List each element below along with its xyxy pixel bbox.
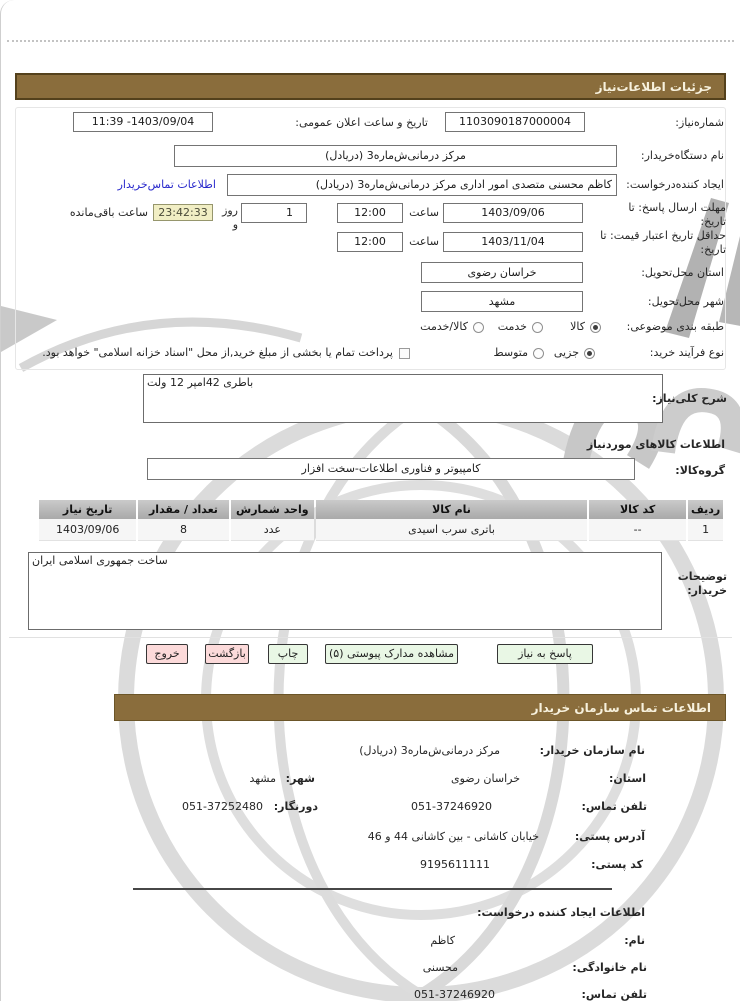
treasury-checkbox-label: پرداخت تمام یا بخشی از مبلغ خرید,از محل "اسناد خزانه اسلامی" خواهد بود.: [42, 346, 393, 359]
exit-button[interactable]: خروج: [146, 644, 188, 664]
contact-city-label: شهر:: [285, 772, 315, 785]
contact-address-label: آدرس پستی:: [574, 830, 645, 843]
goods-group-field[interactable]: کامپیوتر و فناوری اطلاعات-سخت افزار: [147, 458, 635, 480]
org-name-label: نام سازمان خریدار:: [539, 744, 645, 757]
cell-item-name: باتری سرب اسیدی: [316, 519, 587, 541]
process-option-minor[interactable]: جزیی: [553, 346, 579, 359]
delivery-city-label: شهر محل‌تحویل:: [647, 295, 724, 308]
goods-group-label: گروه‌کالا:: [675, 464, 725, 477]
category-radio-goods[interactable]: [590, 322, 601, 333]
announce-datetime-label: تاریخ و ساعت اعلان عمومی:: [295, 116, 428, 129]
delivery-province-label: استان محل‌تحویل:: [641, 266, 724, 279]
category-option-service[interactable]: خدمت: [497, 320, 527, 333]
days-remaining-field[interactable]: 1: [241, 203, 307, 223]
creator-first-name-label: نام:: [624, 934, 645, 947]
response-deadline-label: مهلت ارسال پاسخ: تا تاریخ:: [628, 201, 726, 229]
need-number-field[interactable]: 1103090187000004: [445, 112, 585, 132]
col-item-name: نام کالا: [316, 500, 587, 519]
validity-time-field[interactable]: 12:00: [337, 232, 403, 252]
process-radio-medium[interactable]: [533, 348, 544, 359]
process-option-medium[interactable]: متوسط: [493, 346, 528, 359]
contact-province-value: خراسان رضوی: [450, 772, 520, 785]
announce-datetime-field[interactable]: 11:39 -1403/09/04: [73, 112, 213, 132]
process-radio-minor[interactable]: [584, 348, 595, 359]
purchase-process-label: نوع فرآیند خرید:: [649, 346, 724, 359]
deadline-hour-label: ساعت: [409, 206, 439, 219]
day-and-label: روز و: [222, 204, 238, 232]
category-option-goods[interactable]: کالا: [570, 320, 585, 333]
need-description-label: شرح کلی‌نیاز:: [652, 392, 727, 405]
creator-first-name-value: کاظم: [430, 934, 455, 947]
section-title: جزئیات اطلاعات‌نیاز: [595, 80, 712, 94]
contact-phone-value: 051-37246920: [411, 800, 492, 813]
contact-address-value: خیابان کاشانی - بین کاشانی 44 و 46: [367, 830, 539, 843]
time-remaining-badge: 23:42:33: [153, 204, 213, 221]
section-header-need-details: [15, 73, 726, 100]
org-name-value: مرکز درمانی‌ش‌ماره3 (دریادل): [359, 744, 500, 757]
deadline-date-field[interactable]: 1403/09/06: [443, 203, 583, 223]
treasury-checkbox[interactable]: [399, 348, 410, 359]
contact-fax-label: دورنگار:: [273, 800, 318, 813]
hours-remaining-label: ساعت باقی‌مانده: [69, 206, 148, 219]
contact-postal-label: کد پستی:: [591, 858, 643, 871]
goods-section-title: اطلاعات کالاهای موردنیاز: [586, 438, 725, 451]
cell-unit: عدد: [231, 519, 314, 541]
creator-phone-value: 051-37246920: [414, 988, 495, 1001]
contact-city-value: مشهد: [249, 772, 276, 785]
col-need-date: تاریخ نیاز: [39, 500, 136, 519]
view-attachments-button[interactable]: مشاهده مدارک پیوستی (۵): [325, 644, 458, 664]
top-divider: [7, 40, 734, 42]
request-creator-label: ایجاد کننده‌درخواست:: [626, 178, 724, 191]
buyer-notes-textarea[interactable]: ساخت جمهوری اسلامی ایران: [28, 552, 662, 630]
buttons-divider: [9, 637, 732, 638]
buyer-org-field[interactable]: مرکز درمانی‌ش‌ماره3 (دریادل): [174, 145, 617, 167]
print-button[interactable]: چاپ: [268, 644, 308, 664]
need-description-textarea[interactable]: باطری 42امپر 12 ولت: [143, 374, 663, 423]
creator-section-divider: [133, 888, 612, 890]
validity-hour-label: ساعت: [409, 235, 439, 248]
contact-postal-value: 9195611111: [420, 858, 490, 871]
category-radio-goods-service[interactable]: [473, 322, 484, 333]
cell-row-number: 1: [688, 519, 723, 541]
goods-table: [37, 500, 725, 541]
request-creator-field[interactable]: کاظم محسنی متصدی امور اداری مرکز درمانی‌ش‌ماره3 (دریادل): [227, 174, 617, 196]
contact-province-label: استان:: [609, 772, 646, 785]
category-option-goods-service[interactable]: کالا/خدمت: [420, 320, 468, 333]
col-item-code: کد کالا: [589, 500, 686, 519]
delivery-city-field[interactable]: مشهد: [421, 291, 583, 312]
back-button[interactable]: بازگشت: [205, 644, 249, 664]
cell-need-date: 1403/09/06: [39, 519, 136, 541]
creator-last-name-value: محسنی: [422, 961, 458, 974]
section-header-buyer-contact: [114, 694, 726, 721]
col-quantity: تعداد / مقدار: [138, 500, 228, 519]
creator-section-title: اطلاعات ایجاد کننده درخواست:: [477, 906, 645, 919]
contact-phone-label: تلفن تماس:: [581, 800, 647, 813]
buyer-org-label: نام دستگاه‌خریدار:: [640, 149, 724, 162]
buyer-contact-link[interactable]: اطلاعات تماس‌خریدار: [117, 178, 216, 191]
respond-button[interactable]: پاسخ به نیاز: [497, 644, 593, 664]
goods-table-header-row: [39, 500, 723, 519]
goods-table-row: [39, 519, 723, 541]
buyer-notes-label: توضیحات خریدار:: [677, 570, 727, 598]
delivery-province-field[interactable]: خراسان رضوی: [421, 262, 583, 283]
contact-fax-value: 051-37252480: [182, 800, 263, 813]
cell-quantity: 8: [138, 519, 228, 541]
subject-category-label: طبقه بندی موضوعی:: [626, 320, 724, 333]
deadline-time-field[interactable]: 12:00: [337, 203, 403, 223]
col-unit: واحد شمارش: [231, 500, 314, 519]
validity-date-field[interactable]: 1403/11/04: [443, 232, 583, 252]
creator-phone-label: تلفن تماس:: [581, 988, 647, 1001]
need-number-label: شماره‌نیاز:: [675, 116, 724, 129]
contact-section-title: اطلاعات تماس سازمان خریدار: [531, 701, 711, 715]
price-validity-label: حداقل تاریخ اعتبار قیمت: تا تاریخ:: [600, 229, 726, 257]
cell-item-code: --: [589, 519, 686, 541]
category-radio-service[interactable]: [532, 322, 543, 333]
col-row-number: ردیف: [688, 500, 723, 519]
creator-last-name-label: نام خانوادگی:: [572, 961, 647, 974]
